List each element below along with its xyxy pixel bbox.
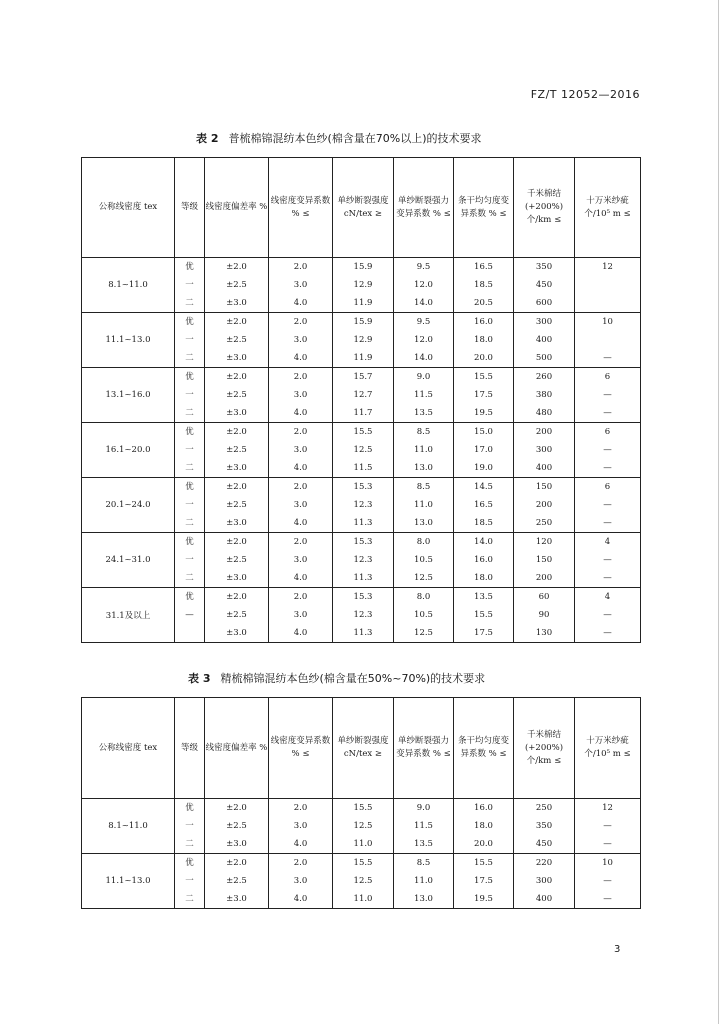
value-cell: 13.0 (394, 459, 454, 478)
value-cell: 11.0 (394, 496, 454, 514)
table-row (82, 368, 641, 387)
value-cell: ±3.0 (205, 349, 269, 368)
value-cell: 16.5 (454, 258, 514, 277)
value-cell: 2.0 (269, 799, 333, 818)
grade-cell: 优 (175, 799, 205, 818)
grade-cell: 优 (175, 588, 205, 607)
value-cell: 8.0 (394, 588, 454, 607)
value-cell: 260 (514, 368, 575, 387)
value-cell: 11.9 (333, 349, 394, 368)
grade-cell: 二 (175, 349, 205, 368)
value-cell: 13.5 (454, 588, 514, 607)
value-cell: 11.5 (394, 386, 454, 404)
value-cell: 13.5 (394, 404, 454, 423)
value-cell: 18.0 (454, 817, 514, 835)
value-cell: 17.0 (454, 441, 514, 459)
value-cell: 19.5 (454, 404, 514, 423)
value-cell: 11.5 (333, 459, 394, 478)
spec-cell: 8.1~11.0 (82, 799, 175, 854)
value-cell: 8.0 (394, 533, 454, 552)
value-cell: 300 (514, 441, 575, 459)
table3-title: 精梳棉锦混纺本色纱(棉含量在50%~70%)的技术要求 (220, 672, 486, 685)
grade-cell: 一 (175, 872, 205, 890)
value-cell: 12.5 (394, 569, 454, 588)
value-cell: 200 (514, 423, 575, 442)
page-number: 3 (614, 944, 621, 955)
value-cell: 11.0 (394, 441, 454, 459)
value-cell: 200 (514, 496, 575, 514)
header-tenacity: 单纱断裂强度 cN/tex ≥ (333, 158, 394, 258)
value-cell: 15.5 (333, 799, 394, 818)
value-cell (575, 331, 641, 349)
value-cell: 380 (514, 386, 575, 404)
header-neps: 千米棉结(+200%) 个/km ≤ (514, 698, 575, 799)
header-evenness-cv: 条干均匀度变异系数 % ≤ (454, 158, 514, 258)
value-cell: 13.5 (394, 835, 454, 854)
header-strength-cv: 单纱断裂强力变异系数 % ≤ (394, 158, 454, 258)
value-cell: ±2.0 (205, 368, 269, 387)
value-cell: 16.0 (454, 313, 514, 332)
grade-cell: 二 (175, 890, 205, 909)
value-cell: — (575, 349, 641, 368)
header-evenness-cv: 条干均匀度变异系数 % ≤ (454, 698, 514, 799)
value-cell: 8.5 (394, 423, 454, 442)
value-cell: 2.0 (269, 533, 333, 552)
value-cell: 12.9 (333, 331, 394, 349)
value-cell: 2.0 (269, 854, 333, 873)
value-cell: ±2.0 (205, 533, 269, 552)
value-cell: 15.3 (333, 478, 394, 497)
value-cell: — (575, 514, 641, 533)
value-cell: 2.0 (269, 588, 333, 607)
table3-label: 表 3 (188, 672, 211, 685)
value-cell: ±2.0 (205, 423, 269, 442)
grade-cell: 二 (175, 459, 205, 478)
value-cell: 3.0 (269, 386, 333, 404)
value-cell: ±3.0 (205, 459, 269, 478)
value-cell: — (575, 404, 641, 423)
value-cell: 16.0 (454, 799, 514, 818)
value-cell: 300 (514, 313, 575, 332)
value-cell: ±2.5 (205, 496, 269, 514)
header-density-cv: 线密度变异系数 % ≤ (269, 698, 333, 799)
value-cell: 11.9 (333, 294, 394, 313)
value-cell: ±2.5 (205, 606, 269, 624)
table-row (82, 588, 641, 607)
value-cell: 18.5 (454, 276, 514, 294)
value-cell: ±2.5 (205, 441, 269, 459)
value-cell: 12.5 (333, 817, 394, 835)
spec-cell: 11.1~13.0 (82, 854, 175, 909)
value-cell: 12.5 (394, 624, 454, 643)
grade-cell: 一 (175, 441, 205, 459)
value-cell: 150 (514, 478, 575, 497)
value-cell: 3.0 (269, 276, 333, 294)
value-cell: 250 (514, 514, 575, 533)
value-cell: 450 (514, 276, 575, 294)
spec-cell: 13.1~16.0 (82, 368, 175, 423)
value-cell: 120 (514, 533, 575, 552)
grade-cell: 一 (175, 496, 205, 514)
table-row (82, 258, 641, 277)
value-cell: 10.5 (394, 606, 454, 624)
value-cell: ±2.0 (205, 854, 269, 873)
value-cell: 15.9 (333, 258, 394, 277)
header-density-deviation: 线密度偏差率 % (205, 698, 269, 799)
value-cell: ±2.5 (205, 872, 269, 890)
value-cell: 14.0 (394, 349, 454, 368)
value-cell: 15.5 (454, 368, 514, 387)
value-cell: 450 (514, 835, 575, 854)
value-cell: 16.5 (454, 496, 514, 514)
value-cell: 15.7 (333, 368, 394, 387)
value-cell: 13.0 (394, 890, 454, 909)
header-strength-cv: 单纱断裂强力变异系数 % ≤ (394, 698, 454, 799)
grade-cell: 一 (175, 386, 205, 404)
value-cell: 3.0 (269, 606, 333, 624)
value-cell: 11.0 (394, 872, 454, 890)
grade-cell: 优 (175, 533, 205, 552)
table3-caption (188, 670, 485, 686)
value-cell: ±2.5 (205, 386, 269, 404)
value-cell: ±2.5 (205, 331, 269, 349)
spec-cell: 8.1~11.0 (82, 258, 175, 313)
value-cell: 17.5 (454, 386, 514, 404)
value-cell: 400 (514, 459, 575, 478)
value-cell: 6 (575, 478, 641, 497)
value-cell: ±2.0 (205, 588, 269, 607)
grade-cell: 二 (175, 294, 205, 313)
value-cell: 12.3 (333, 496, 394, 514)
table-row (82, 423, 641, 442)
value-cell: 15.5 (333, 854, 394, 873)
value-cell: ±2.5 (205, 276, 269, 294)
value-cell: ±3.0 (205, 294, 269, 313)
table2-label: 表 2 (196, 132, 219, 145)
value-cell: 220 (514, 854, 575, 873)
value-cell: ±2.0 (205, 313, 269, 332)
value-cell: 12.7 (333, 386, 394, 404)
table-row (82, 799, 641, 818)
value-cell: 300 (514, 872, 575, 890)
grade-cell: 一 (175, 276, 205, 294)
table-row (82, 533, 641, 552)
table-row (82, 854, 641, 873)
grade-cell: 一 (175, 817, 205, 835)
value-cell: 3.0 (269, 872, 333, 890)
value-cell: 18.0 (454, 569, 514, 588)
value-cell: 11.5 (394, 817, 454, 835)
value-cell: 12.3 (333, 551, 394, 569)
value-cell: 15.3 (333, 533, 394, 552)
value-cell: 16.0 (454, 551, 514, 569)
standard-number: FZ/T 12052—2016 (530, 88, 640, 101)
header-grade: 等级 (175, 698, 205, 799)
table3 (81, 697, 640, 909)
table2 (81, 157, 640, 643)
value-cell: 17.5 (454, 624, 514, 643)
header-spec: 公称线密度 tex (82, 158, 175, 258)
spec-cell: 16.1~20.0 (82, 423, 175, 478)
value-cell: 3.0 (269, 817, 333, 835)
value-cell: 4.0 (269, 835, 333, 854)
value-cell: 4 (575, 533, 641, 552)
value-cell: 4.0 (269, 569, 333, 588)
value-cell: 4.0 (269, 514, 333, 533)
value-cell: 15.5 (454, 606, 514, 624)
value-cell: 4.0 (269, 404, 333, 423)
value-cell: 250 (514, 799, 575, 818)
value-cell: 4.0 (269, 349, 333, 368)
value-cell: ±3.0 (205, 835, 269, 854)
value-cell: 60 (514, 588, 575, 607)
value-cell: 6 (575, 423, 641, 442)
header-spec: 公称线密度 tex (82, 698, 175, 799)
spec-cell: 24.1~31.0 (82, 533, 175, 588)
grade-cell: — (175, 606, 205, 624)
value-cell: 6 (575, 368, 641, 387)
value-cell: 350 (514, 258, 575, 277)
value-cell: 15.3 (333, 588, 394, 607)
value-cell: 9.0 (394, 368, 454, 387)
value-cell: 4.0 (269, 624, 333, 643)
value-cell: 500 (514, 349, 575, 368)
value-cell: 11.0 (333, 890, 394, 909)
header-tenacity: 单纱断裂强度 cN/tex ≥ (333, 698, 394, 799)
value-cell: — (575, 441, 641, 459)
value-cell: 480 (514, 404, 575, 423)
header-faults: 十万米纱疵 个/10⁵ m ≤ (575, 698, 641, 799)
value-cell: 14.0 (394, 294, 454, 313)
value-cell: 10 (575, 854, 641, 873)
value-cell: 11.0 (333, 835, 394, 854)
value-cell: 10.5 (394, 551, 454, 569)
value-cell: ±2.0 (205, 258, 269, 277)
value-cell: 350 (514, 817, 575, 835)
value-cell (575, 294, 641, 313)
value-cell: 400 (514, 331, 575, 349)
value-cell: 11.7 (333, 404, 394, 423)
header-density-deviation: 线密度偏差率 % (205, 158, 269, 258)
value-cell: ±2.0 (205, 799, 269, 818)
value-cell: 2.0 (269, 258, 333, 277)
value-cell: — (575, 872, 641, 890)
header-grade: 等级 (175, 158, 205, 258)
value-cell: 15.9 (333, 313, 394, 332)
value-cell: ±3.0 (205, 569, 269, 588)
value-cell: 2.0 (269, 423, 333, 442)
value-cell: ±2.5 (205, 551, 269, 569)
value-cell: 18.5 (454, 514, 514, 533)
value-cell: 12.5 (333, 872, 394, 890)
value-cell: — (575, 459, 641, 478)
grade-cell: 二 (175, 835, 205, 854)
value-cell: 15.0 (454, 423, 514, 442)
page-edge-line (718, 0, 719, 1024)
grade-cell: 优 (175, 313, 205, 332)
value-cell: 14.0 (454, 533, 514, 552)
value-cell: ±2.5 (205, 817, 269, 835)
value-cell: — (575, 551, 641, 569)
value-cell: 150 (514, 551, 575, 569)
value-cell: ±3.0 (205, 404, 269, 423)
value-cell: ±3.0 (205, 624, 269, 643)
table-row (82, 478, 641, 497)
value-cell: 4 (575, 588, 641, 607)
value-cell: 2.0 (269, 478, 333, 497)
value-cell: 200 (514, 569, 575, 588)
grade-cell: 二 (175, 404, 205, 423)
value-cell: 18.0 (454, 331, 514, 349)
value-cell: 11.3 (333, 569, 394, 588)
value-cell: 130 (514, 624, 575, 643)
value-cell: 19.0 (454, 459, 514, 478)
grade-cell: 优 (175, 423, 205, 442)
value-cell: 12.5 (333, 441, 394, 459)
value-cell: 4.0 (269, 459, 333, 478)
value-cell: 20.0 (454, 349, 514, 368)
header-density-cv: 线密度变异系数 % ≤ (269, 158, 333, 258)
value-cell: 600 (514, 294, 575, 313)
value-cell: 20.0 (454, 835, 514, 854)
value-cell: — (575, 817, 641, 835)
value-cell: 14.5 (454, 478, 514, 497)
table2-caption (196, 130, 482, 146)
grade-cell: 优 (175, 854, 205, 873)
value-cell: ±2.0 (205, 478, 269, 497)
value-cell: 15.5 (333, 423, 394, 442)
value-cell: 12.0 (394, 276, 454, 294)
value-cell: 12.3 (333, 606, 394, 624)
value-cell: 3.0 (269, 331, 333, 349)
value-cell: 9.5 (394, 258, 454, 277)
value-cell: 12.9 (333, 276, 394, 294)
value-cell: 2.0 (269, 313, 333, 332)
spec-cell: 31.1及以上 (82, 588, 175, 643)
value-cell: 9.0 (394, 799, 454, 818)
value-cell: 13.0 (394, 514, 454, 533)
value-cell: 11.3 (333, 514, 394, 533)
grade-cell (175, 624, 205, 643)
value-cell: 400 (514, 890, 575, 909)
grade-cell: 优 (175, 258, 205, 277)
header-faults: 十万米纱疵 个/10⁵ m ≤ (575, 158, 641, 258)
spec-cell: 20.1~24.0 (82, 478, 175, 533)
spec-cell: 11.1~13.0 (82, 313, 175, 368)
header-neps: 千米棉结(+200%) 个/km ≤ (514, 158, 575, 258)
value-cell: 3.0 (269, 496, 333, 514)
grade-cell: 一 (175, 331, 205, 349)
grade-cell: 二 (175, 514, 205, 533)
value-cell: 17.5 (454, 872, 514, 890)
value-cell: 2.0 (269, 368, 333, 387)
grade-cell: 优 (175, 478, 205, 497)
value-cell: 20.5 (454, 294, 514, 313)
value-cell: ±3.0 (205, 514, 269, 533)
value-cell: — (575, 386, 641, 404)
value-cell: 90 (514, 606, 575, 624)
value-cell: 9.5 (394, 313, 454, 332)
grade-cell: 优 (175, 368, 205, 387)
value-cell: — (575, 496, 641, 514)
value-cell: ±3.0 (205, 890, 269, 909)
value-cell: — (575, 835, 641, 854)
grade-cell: 一 (175, 551, 205, 569)
grade-cell: 二 (175, 569, 205, 588)
value-cell: 4.0 (269, 294, 333, 313)
value-cell: 4.0 (269, 890, 333, 909)
value-cell: 19.5 (454, 890, 514, 909)
value-cell: — (575, 606, 641, 624)
value-cell: 11.3 (333, 624, 394, 643)
value-cell: 15.5 (454, 854, 514, 873)
value-cell: — (575, 569, 641, 588)
value-cell: 3.0 (269, 551, 333, 569)
table2-title: 普梳棉锦混纺本色纱(棉含量在70%以上)的技术要求 (228, 132, 482, 145)
value-cell (575, 276, 641, 294)
value-cell: 10 (575, 313, 641, 332)
value-cell: 8.5 (394, 854, 454, 873)
value-cell: 12 (575, 799, 641, 818)
value-cell: — (575, 624, 641, 643)
table-row (82, 313, 641, 332)
value-cell: 8.5 (394, 478, 454, 497)
value-cell: 3.0 (269, 441, 333, 459)
value-cell: 12 (575, 258, 641, 277)
value-cell: 12.0 (394, 331, 454, 349)
value-cell: — (575, 890, 641, 909)
